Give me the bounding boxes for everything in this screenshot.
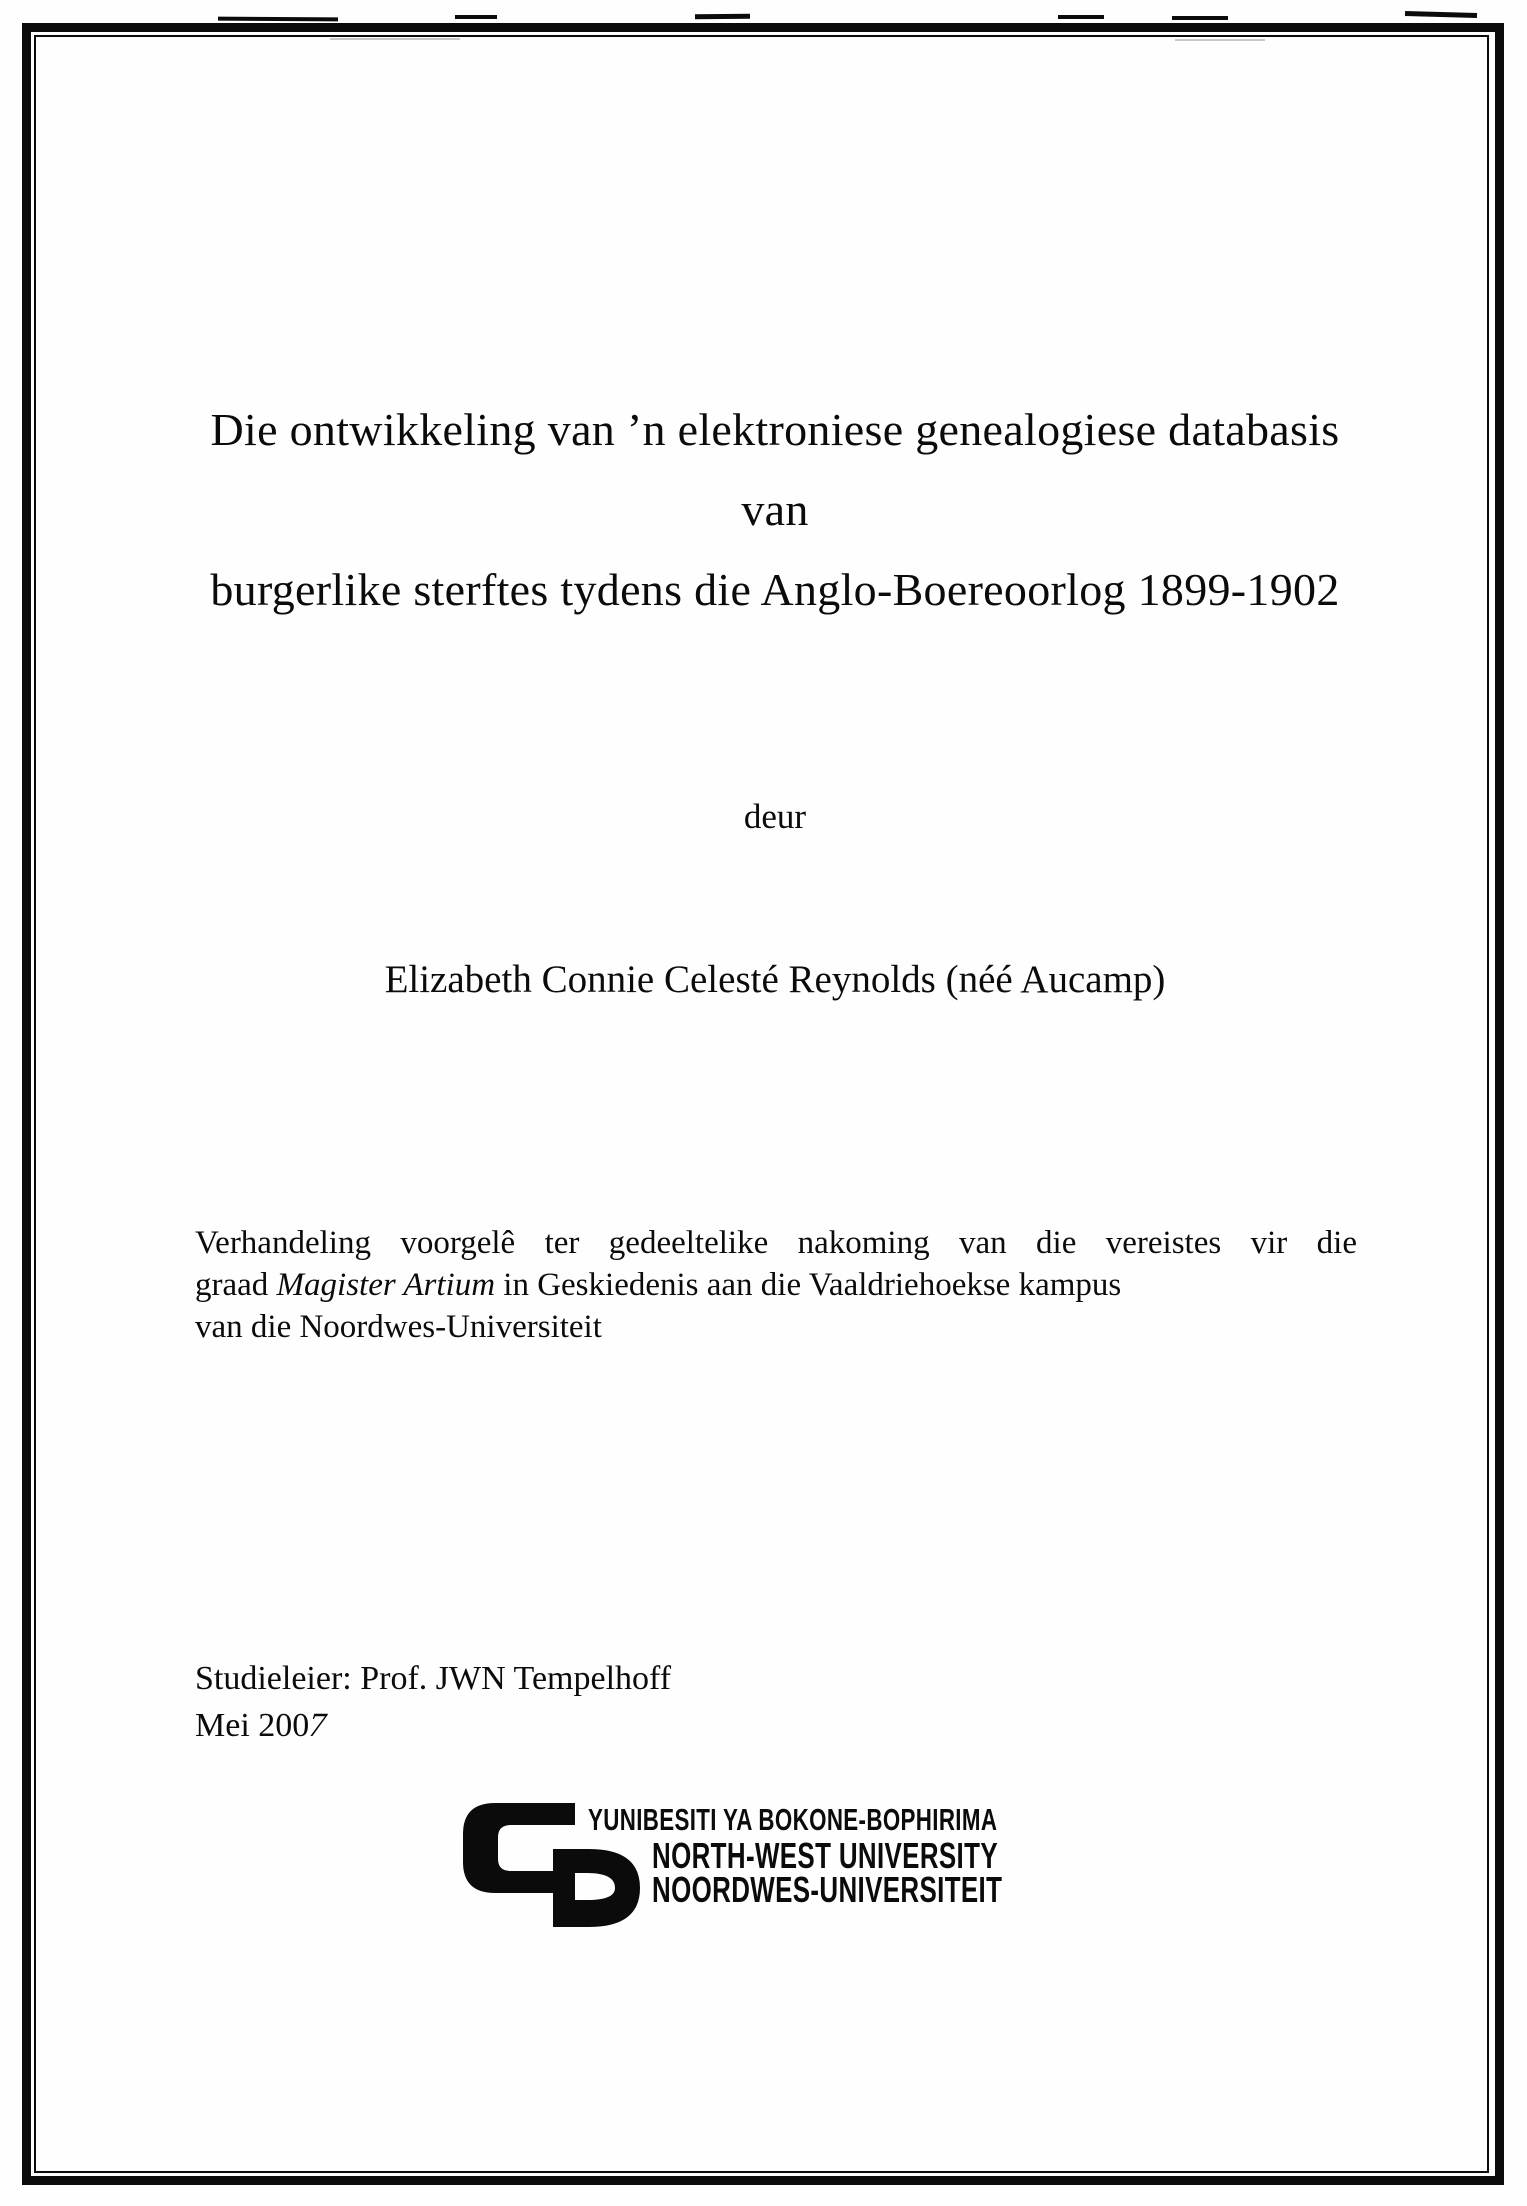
supervisor-line: Studieleier: Prof. JWN Tempelhoff [195, 1660, 672, 1697]
logo-link-right [553, 1849, 640, 1927]
scan-artifact [1172, 16, 1228, 20]
degree-statement-line1: Verhandeling voorgelê ter gedeeltelike nakoming van die vereistes vir die [195, 1225, 1357, 1261]
byline-deur: deur [743, 797, 807, 836]
scan-artifact [1058, 15, 1104, 19]
scan-artifact [1405, 11, 1477, 18]
thesis-title [195, 390, 1355, 630]
supervisor-block [195, 1655, 671, 1749]
scan-artifact [455, 15, 497, 19]
logo-text-afrikaans: NOORDWES-UNIVERSITEIT [652, 1869, 1003, 1910]
degree-statement-line2-pre: graad [195, 1267, 277, 1303]
logo-text-english: NORTH-WEST UNIVERSITY [652, 1835, 998, 1876]
author-name: Elizabeth Connie Celesté Reynolds (néé Aucamp) [384, 958, 1166, 1001]
date-prefix: Mei 200 [195, 1707, 310, 1744]
degree-statement-line2-post: in Geskiedenis aan die Vaaldriehoekse kampus [495, 1267, 1122, 1303]
thesis-title-line2: burgerlike sterftes tydens die Anglo-Boereoorlog 1899-1902 [210, 564, 1340, 615]
degree-statement-line3: van die Noordwes-Universiteit [195, 1309, 602, 1345]
date-last-digit: 7 [304, 1707, 331, 1744]
logo-text-setswana: YUNIBESITI YA BOKONE-BOPHIRIMA [588, 1802, 998, 1837]
degree-statement-line2 [195, 1264, 1357, 1306]
scan-artifact [218, 17, 338, 22]
scan-smudge [1175, 39, 1265, 41]
thesis-title-line1: Die ontwikkeling van ’n elektroniese genealogiese databasis van [210, 404, 1340, 535]
degree-name-italic: Magister Artium [276, 1267, 496, 1303]
date-line [195, 1702, 671, 1749]
scan-artifact [695, 14, 750, 20]
scan-smudge [330, 38, 460, 40]
degree-statement [195, 1222, 1357, 1348]
